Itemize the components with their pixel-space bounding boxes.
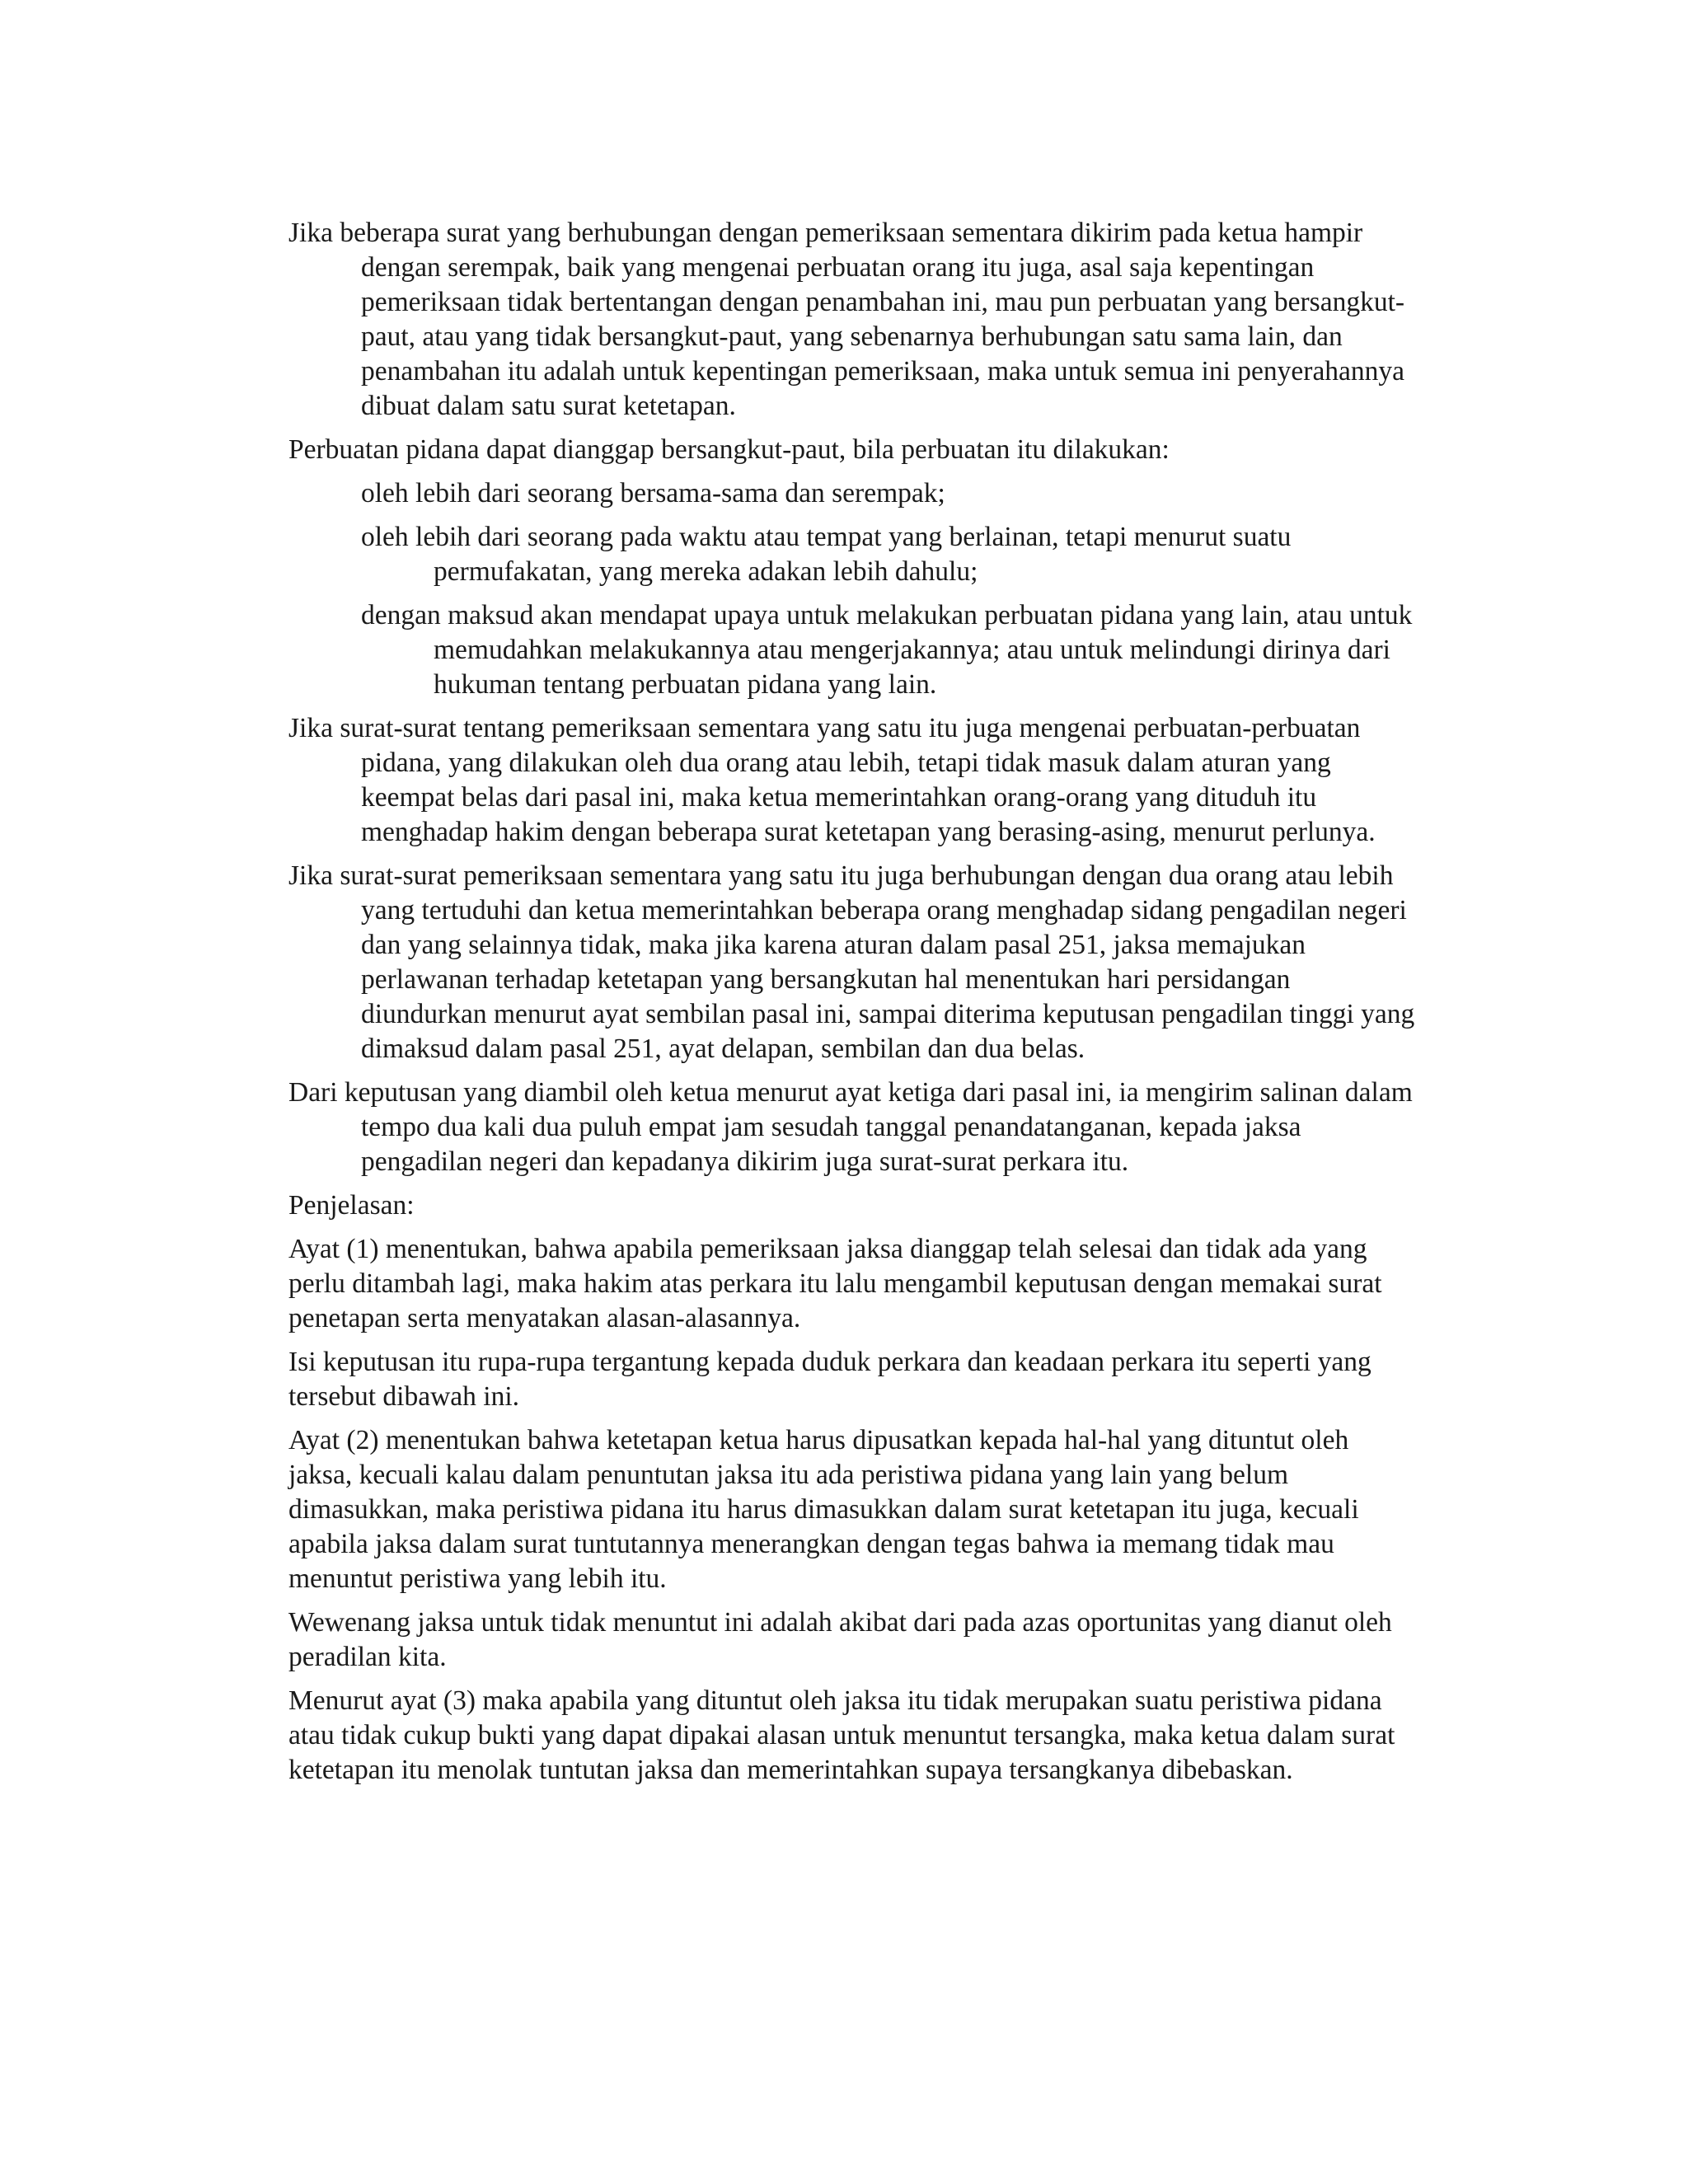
paragraph-copy-of-decision: Dari keputusan yang diambil oleh ketua menurut ayat ketiga dari pasal ini, ia mengirim salinan dalam tempo dua kali dua puluh empat jam sesudah tanggal penandatanganan, kepada jaksa pengadilan negeri dan kepadanya dikirim juga surat-surat perkara itu.: [288, 1077, 1413, 1177]
paragraph-postponed-hearing: Jika surat-surat pemeriksaan sementara yang satu itu juga berhubungan dengan dua orang atau lebih yang tertuduhi dan ketua memerintahkan beberapa orang menghadap sidang pengadilan negeri dan yang selainnya tidak, maka jika karena aturan dalam pasal 251, jaksa memajukan perlawanan terhadap ketetapan yang bersangkutan hal menentukan hari persidangan diundurkan menurut ayat sembilan pasal ini, sampai diterima keputusan pengadilan tinggi yang dimaksud dalam pasal 251, ayat delapan, sembilan dan dua belas.: [288, 860, 1415, 1064]
document-page: [288, 216, 1418, 1797]
list-item: dengan maksud akan mendapat upaya untuk melakukan perbuatan pidana yang lain, atau untuk memudahkan melakukannya atau mengerjakannya; atau untuk melindungi dirinya dari hukuman tentang perbuatan pidana yang lain.: [361, 600, 1413, 700]
paragraph-related-offences-intro: Perbuatan pidana dapat dianggap bersangkut-paut, bila perbuatan itu dilakukan:: [288, 434, 1170, 465]
related-offences-list: [288, 476, 1418, 702]
explanation-paragraph: Isi keputusan itu rupa-rupa tergantung kepada duduk perkara dan keadaan perkara itu seperti yang tersebut dibawah ini.: [288, 1347, 1372, 1412]
explanation-paragraph: Menurut ayat (3) maka apabila yang dituntut oleh jaksa itu tidak merupakan suatu peristiwa pidana atau tidak cukup bukti yang dapat dipakai alasan untuk menuntut tersangka, maka ketua dalam surat ketetapan itu menolak tuntutan jaksa dan memerintahkan supaya tersangkanya dibebaskan.: [288, 1685, 1395, 1785]
list-item: oleh lebih dari seorang bersama-sama dan serempak;: [361, 478, 945, 509]
paragraph-combined-transfer: Jika beberapa surat yang berhubungan dengan pemeriksaan sementara dikirim pada ketua hampir dengan serempak, baik yang mengenai perbuatan orang itu juga, asal saja kepentingan pemeriksaan tidak bertentangan dengan penambahan ini, mau pun perbuatan yang bersangkut-paut, atau yang tidak bersangkut-paut, yang sebenarnya berhubungan satu sama lain, dan penambahan itu adalah untuk kepentingan pemeriksaan, maka untuk semua ini penyerahannya dibuat dalam satu surat ketetapan.: [288, 218, 1405, 421]
explanation-heading: Penjelasan:: [288, 1190, 415, 1221]
list-item: oleh lebih dari seorang pada waktu atau tempat yang berlainan, tetapi menurut suatu permufakatan, yang mereka adakan lebih dahulu;: [361, 522, 1292, 587]
explanation-paragraph: Ayat (1) menentukan, bahwa apabila pemeriksaan jaksa dianggap telah selesai dan tidak ada yang perlu ditambah lagi, maka hakim atas perkara itu lalu mengambil keputusan dengan memakai surat penetapan serta menyatakan alasan-alasannya.: [288, 1234, 1382, 1333]
explanation-paragraph: Ayat (2) menentukan bahwa ketetapan ketua harus dipusatkan kepada hal-hal yang dituntut oleh jaksa, kecuali kalau dalam penuntutan jaksa itu ada peristiwa pidana yang lain yang belum dimasukkan, maka peristiwa pidana itu harus dimasukkan dalam surat ketetapan itu juga, kecuali apabila jaksa dalam surat tuntutannya menerangkan dengan tegas bahwa ia memang tidak mau menuntut peristiwa yang lebih itu.: [288, 1425, 1359, 1594]
paragraph-separate-decrees: Jika surat-surat tentang pemeriksaan sementara yang satu itu juga mengenai perbuatan-perbuatan pidana, yang dilakukan oleh dua orang atau lebih, tetapi tidak masuk dalam aturan yang keempat belas dari pasal ini, maka ketua memerintahkan orang-orang yang dituduh itu menghadap hakim dengan beberapa surat ketetapan yang berasing-asing, menurut perlunya.: [288, 713, 1376, 847]
explanation-paragraph: Wewenang jaksa untuk tidak menuntut ini adalah akibat dari pada azas oportunitas yang dianut oleh peradilan kita.: [288, 1607, 1392, 1672]
